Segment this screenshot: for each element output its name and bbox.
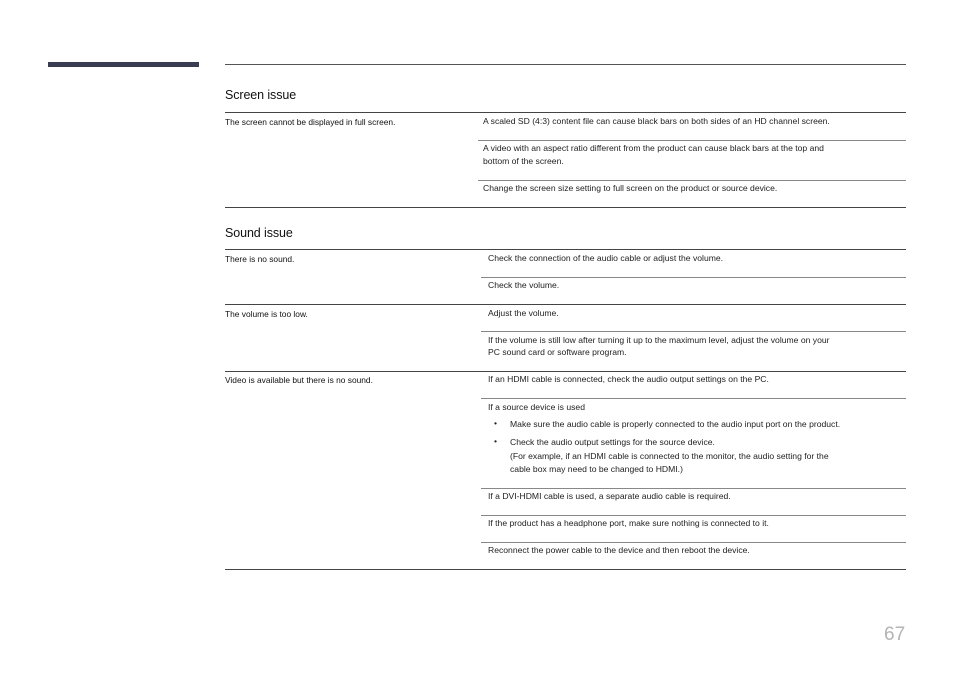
group-divider: [225, 304, 906, 305]
solution-text: bottom of the screen.: [483, 156, 564, 166]
solution-text: A scaled SD (4:3) content file can cause black bars on both sides of an HD channel screen.: [483, 116, 830, 126]
row-divider: [481, 398, 906, 399]
chapter-marker-bar: [48, 62, 199, 67]
section-title-screen-issue: Screen issue: [225, 88, 297, 102]
bullet-icon: •: [494, 418, 498, 428]
solution-text: Reconnect the power cable to the device and then reboot the device.: [488, 545, 750, 555]
solution-text: Check the connection of the audio cable or adjust the volume.: [488, 253, 724, 263]
solution-text: If the volume is still low after turning it up to the maximum level, adjust the volume on your: [488, 335, 830, 345]
bullet-icon: •: [494, 436, 498, 446]
bullet-text: (For example, if an HDMI cable is connected to the monitor, the audio setting for the: [510, 451, 829, 461]
bullet-text: Check the audio output settings for the source device.: [510, 437, 715, 447]
row-divider: [481, 277, 906, 278]
row-divider: [481, 515, 906, 516]
page-number: 67: [884, 624, 906, 645]
row-divider: [481, 542, 906, 543]
solution-text: Change the screen size setting to full screen on the product or source device.: [483, 183, 778, 193]
solution-text: Adjust the volume.: [488, 308, 559, 318]
solution-text: A video with an aspect ratio different from the product can cause black bars at the top and: [483, 143, 824, 153]
table-top-rule: [225, 249, 906, 250]
table-bottom-rule: [225, 569, 906, 570]
row-divider: [478, 140, 906, 141]
group-divider: [225, 371, 906, 372]
bullet-text: cable box may need to be changed to HDMI.): [510, 464, 683, 474]
solution-text: PC sound card or software program.: [488, 347, 627, 357]
solution-text: If a DVI-HDMI cable is used, a separate audio cable is required.: [488, 491, 731, 501]
top-divider: [225, 64, 906, 65]
section-title-sound-issue: Sound issue: [225, 226, 293, 240]
solution-text: If a source device is used: [488, 402, 585, 412]
issue-volume-low: The volume is too low.: [225, 309, 308, 319]
row-divider: [481, 331, 906, 332]
issue-full-screen: The screen cannot be displayed in full screen.: [225, 117, 396, 127]
table-top-rule: [225, 112, 906, 113]
bullet-text: Make sure the audio cable is properly connected to the audio input port on the product.: [510, 419, 841, 429]
solution-text: If the product has a headphone port, make sure nothing is connected to it.: [488, 518, 769, 528]
issue-video-no-sound: Video is available but there is no sound.: [225, 375, 373, 385]
row-divider: [478, 180, 906, 181]
solution-text: Check the volume.: [488, 280, 560, 290]
issue-no-sound: There is no sound.: [225, 254, 295, 264]
row-divider: [481, 488, 906, 489]
table-bottom-rule: [225, 207, 906, 208]
solution-text: If an HDMI cable is connected, check the audio output settings on the PC.: [488, 374, 769, 384]
